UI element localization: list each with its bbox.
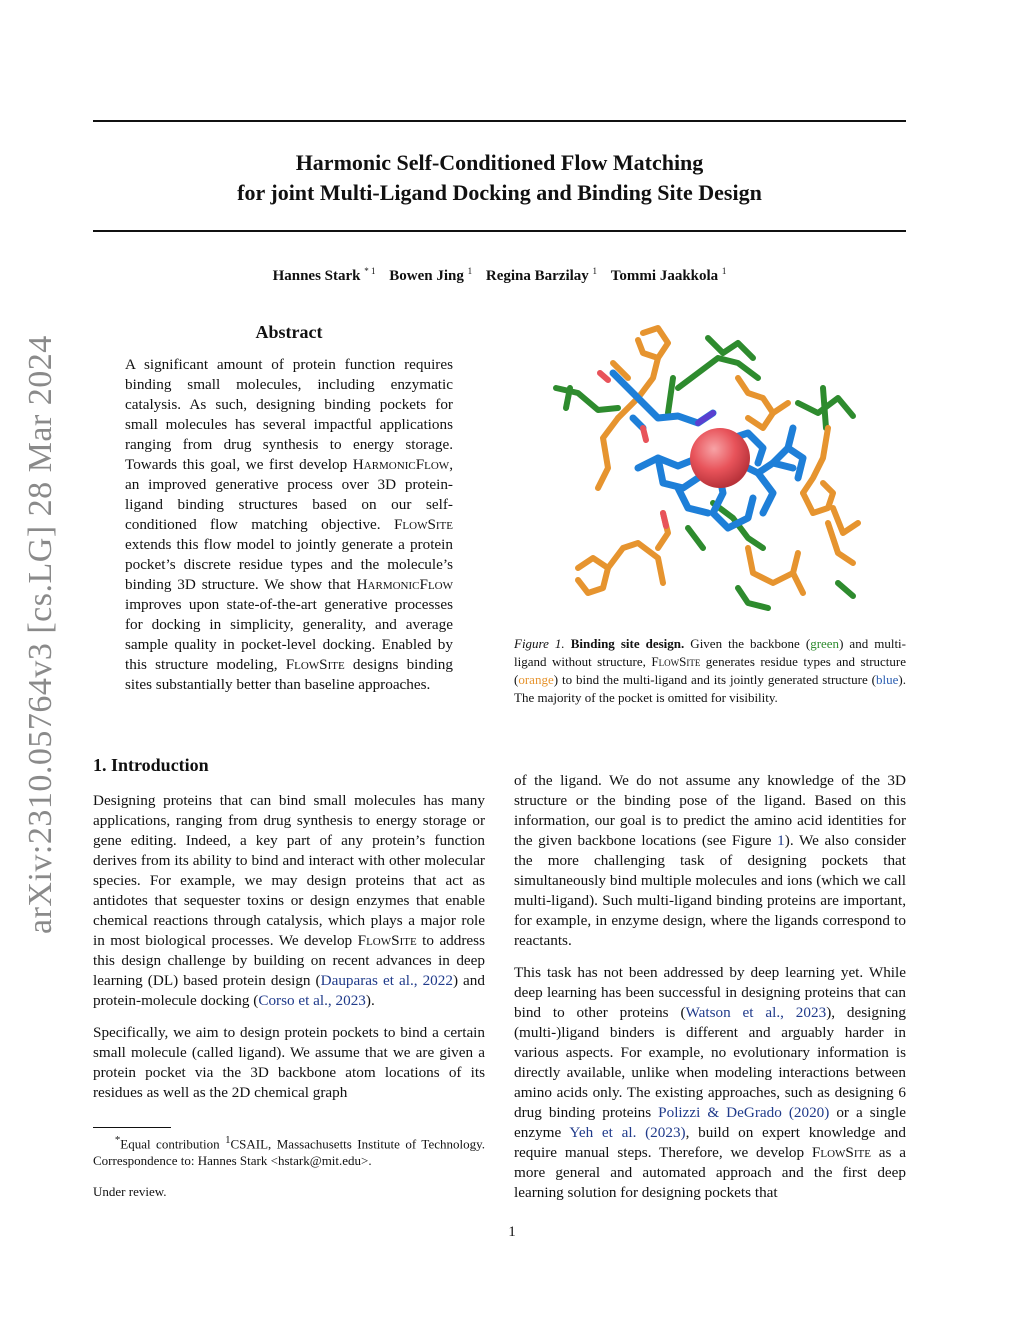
paper-title: [93, 148, 906, 208]
footnote: *Equal contribution $^1$CSAIL, Massachusetts Institute of Technology. Correspondence to: Hannes Stark <hstark@mit.edu>.: [93, 1134, 486, 1169]
green-label: green: [810, 636, 840, 651]
method-name: FlowSite: [357, 932, 417, 949]
citation-link[interactable]: Watson et al., 2023: [685, 1004, 827, 1021]
footnote-rule: [93, 1127, 171, 1128]
binding-site-figure: [548, 318, 878, 618]
citation-link[interactable]: Yeh et al. (2023): [569, 1124, 686, 1141]
top-rule: [93, 120, 906, 122]
method-name: FlowSite: [651, 654, 701, 669]
author: Hannes Stark $^{* 1}$: [272, 266, 376, 284]
section-heading-introduction: 1. Introduction: [93, 755, 209, 775]
citation-link[interactable]: (2020): [788, 1104, 830, 1121]
abstract-heading: Abstract: [255, 322, 323, 342]
figure-reference-link[interactable]: 1: [777, 832, 785, 849]
page-number: 1: [508, 1224, 516, 1240]
author: Regina Barzilay $^1$: [485, 266, 598, 284]
intro-column-left: [93, 791, 485, 1103]
metal-ion-sphere: [690, 428, 750, 488]
author: Bowen Jing $^1$: [389, 266, 473, 284]
method-name: HarmonicFlow: [356, 576, 453, 593]
orange-label: orange: [518, 672, 554, 687]
figure-caption: Figure 1. Binding site design. Given the backbone (green) and multi-ligand without structure, FlowSite generates residue types and structure (orange) to bind the multi-ligand and its jointly generated structure (blue). The majority of the pocket is omitted for visibility.: [514, 636, 907, 705]
citation-link[interactable]: Dauparas et al., 2022: [320, 972, 453, 989]
method-name: FlowSite: [393, 516, 453, 533]
paragraph: Specifically, we aim to design protein pockets to bind a certain small molecule (called ligand). We assume that we are given a protein pocket via the 3D backbone atom locations of its residues as well as the 2D chemical graph: [93, 1024, 485, 1101]
citation-link[interactable]: Polizzi & DeGrado: [658, 1104, 782, 1121]
blue-label: blue: [876, 672, 899, 687]
citation-link[interactable]: Corso et al., 2023: [258, 992, 366, 1009]
review-status: Under review.: [93, 1184, 167, 1199]
paragraph: Designing proteins that can bind small molecules has many applications, ranging from drug synthesis to energy storage or gene editing. Indeed, a key part of any protein’s function derives from its ability to bind and interact with other molecular species. For example, we may design proteins that act as antidotes that sequester toxins or design enzymes that enable chemical reactions through catalysis, which plays a major role in most biological processes. We develop FlowSite to address this design challenge by building on recent advances in deep learning (DL) based protein design (Dauparas et al., 2022) and protein-molecule docking (Corso et al., 2023).: [93, 792, 485, 1009]
method-name: HarmonicFlow: [352, 456, 450, 473]
figure-label: Figure 1.: [514, 636, 565, 651]
title-line-2: for joint Multi-Ligand Docking and Binding Site Design: [237, 180, 762, 205]
method-name: FlowSite: [811, 1144, 871, 1161]
method-name: FlowSite: [285, 656, 345, 673]
author-list: [93, 266, 906, 285]
arxiv-identifier: arXiv:2310.05764v3 [cs.LG] 28 Mar 2024: [22, 335, 59, 934]
figure-caption-title: Binding site design.: [570, 636, 685, 651]
abstract-text: A significant amount of protein function requires binding small molecules, including enzymatic catalysis. As such, designing binding pockets for small molecules has several impactful applications ranging from drug synthesis to energy storage. Towards this goal, we first develop HarmonicFlow, an improved generative process over 3D protein-ligand binding structures based on our self-conditioned flow matching objective. FlowSite extends this flow model to jointly generate a protein pocket’s discrete residue types and the molecule’s binding 3D structure. We show that HarmonicFlow improves upon state-of-the-art generative processes for docking in simplicity, generality, and average sample quality in pocket-level docking. Enabled by this structure modeling, FlowSite designs binding sites substantially better than baseline approaches.: [125, 356, 453, 693]
title-bottom-rule: [93, 230, 906, 232]
title-line-1: Harmonic Self-Conditioned Flow Matching: [295, 150, 704, 175]
paragraph: of the ligand. We do not assume any knowledge of the 3D structure or the binding pose of the ligand. Based on this information, our goal is to predict the amino acid identities for the given backbone locations (see Figure 1). We also consider the more challenging task of designing pockets that simultaneously bind multiple molecules and ions (which we call multi-ligand). Such multi-ligand binding proteins are important, for example, in enzyme design, where the ligands correspond to reactants.: [514, 772, 906, 949]
author: Tommi Jaakkola $^1$: [610, 266, 727, 284]
paragraph: This task has not been addressed by deep learning yet. While deep learning has been successful in designing proteins that can bind to other proteins (Watson et al., 2023), designing (multi-)ligand binders is different and arguably harder in various aspects. For example, no evolutionary information is directly available, unlike when modeling interactions between amino acids only. The existing approaches, such as designing 6 drug binding proteins Polizzi & DeGrado (2020) or a single enzyme Yeh et al. (2023), build on expert knowledge and require manual steps. Therefore, we develop FlowSite as a more general and automated approach and the first deep learning solution for designing pockets that: [514, 964, 906, 1201]
intro-column-right: [514, 771, 906, 1203]
